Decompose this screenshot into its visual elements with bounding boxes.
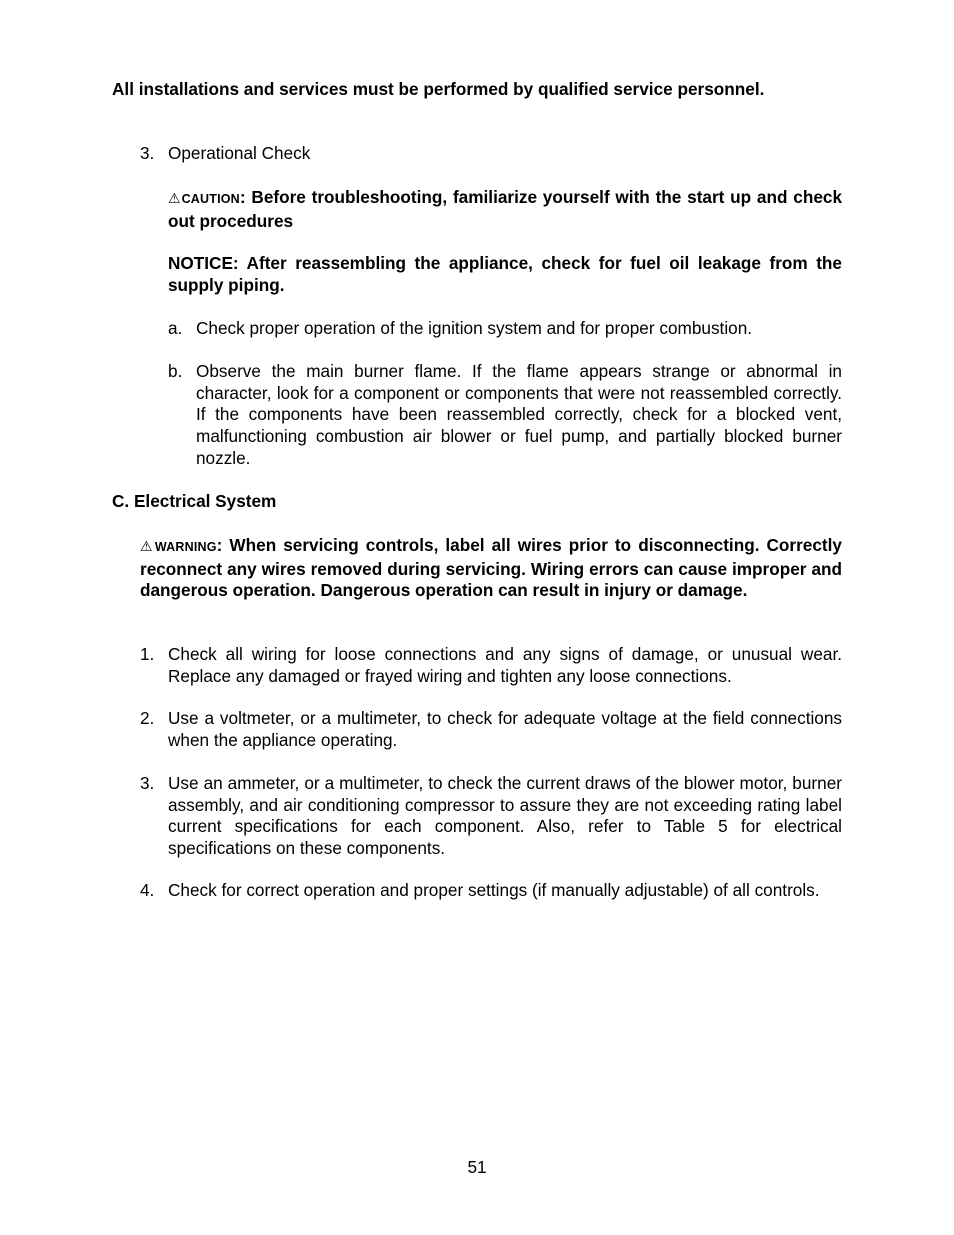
electrical-system-heading: C. Electrical System [112, 491, 277, 511]
list-item-text: Use an ammeter, or a multimeter, to check the current draws of the blower motor, burner assembly, and air conditioning compressor to assure they are not exceeding rating label current specifications for each component. Also, refer to Table 5 for electrical specifications on these components. [168, 773, 842, 859]
caution-label: CAUTION [181, 192, 240, 206]
list-item-text: Observe the main burner flame. If the flame appears strange or abnormal in character, look for a component or components that were not reassembled correctly. If the components have been reassembled correctly, check for a blocked vent, malfunctioning combustion air blower or fuel pump, and partially blocked burner nozzle. [196, 361, 842, 468]
list-marker: 3. [140, 143, 155, 163]
list-marker: 1. [140, 644, 155, 664]
fuel-leak-notice: NOTICE: After reassembling the appliance, check for fuel oil leakage from the supply piping. [168, 253, 842, 295]
list-item-text: Check proper operation of the ignition system and for proper combustion. [196, 318, 753, 338]
list-marker: 2. [140, 708, 155, 728]
page-number: 51 [467, 1157, 487, 1177]
list-marker: 4. [140, 880, 155, 900]
caution-notice [168, 187, 842, 232]
caution-icon: ⚠ [168, 190, 182, 206]
list-marker: 3. [140, 773, 155, 793]
list-item-text: Use a voltmeter, or a multimeter, to check for adequate voltage at the field connections when the appliance operating. [168, 708, 842, 750]
warning-icon: ⚠ [140, 538, 155, 554]
operational-check-title: Operational Check [168, 143, 311, 163]
list-marker: b. [168, 361, 183, 381]
list-item-text: Check for correct operation and proper settings (if manually adjustable) of all controls. [168, 880, 820, 900]
warning-notice [140, 535, 842, 602]
warning-text: : When servicing controls, label all wires prior to disconnecting. Correctly reconnect any wires removed during servicing. Wiring errors can cause improper and dangerous operation. Dangerous operation can result in injury or damage. [140, 535, 842, 601]
qualified-personnel-notice: All installations and services must be performed by qualified service personnel. [112, 79, 765, 99]
list-item-text: Check all wiring for loose connections and any signs of damage, or unusual wear. Replace any damaged or frayed wiring and tighten any loose connections. [168, 644, 842, 686]
caution-text: : Before troubleshooting, familiarize yourself with the start up and check out procedures [168, 187, 842, 231]
list-marker: a. [168, 318, 183, 338]
warning-label: WARNING [154, 540, 217, 554]
